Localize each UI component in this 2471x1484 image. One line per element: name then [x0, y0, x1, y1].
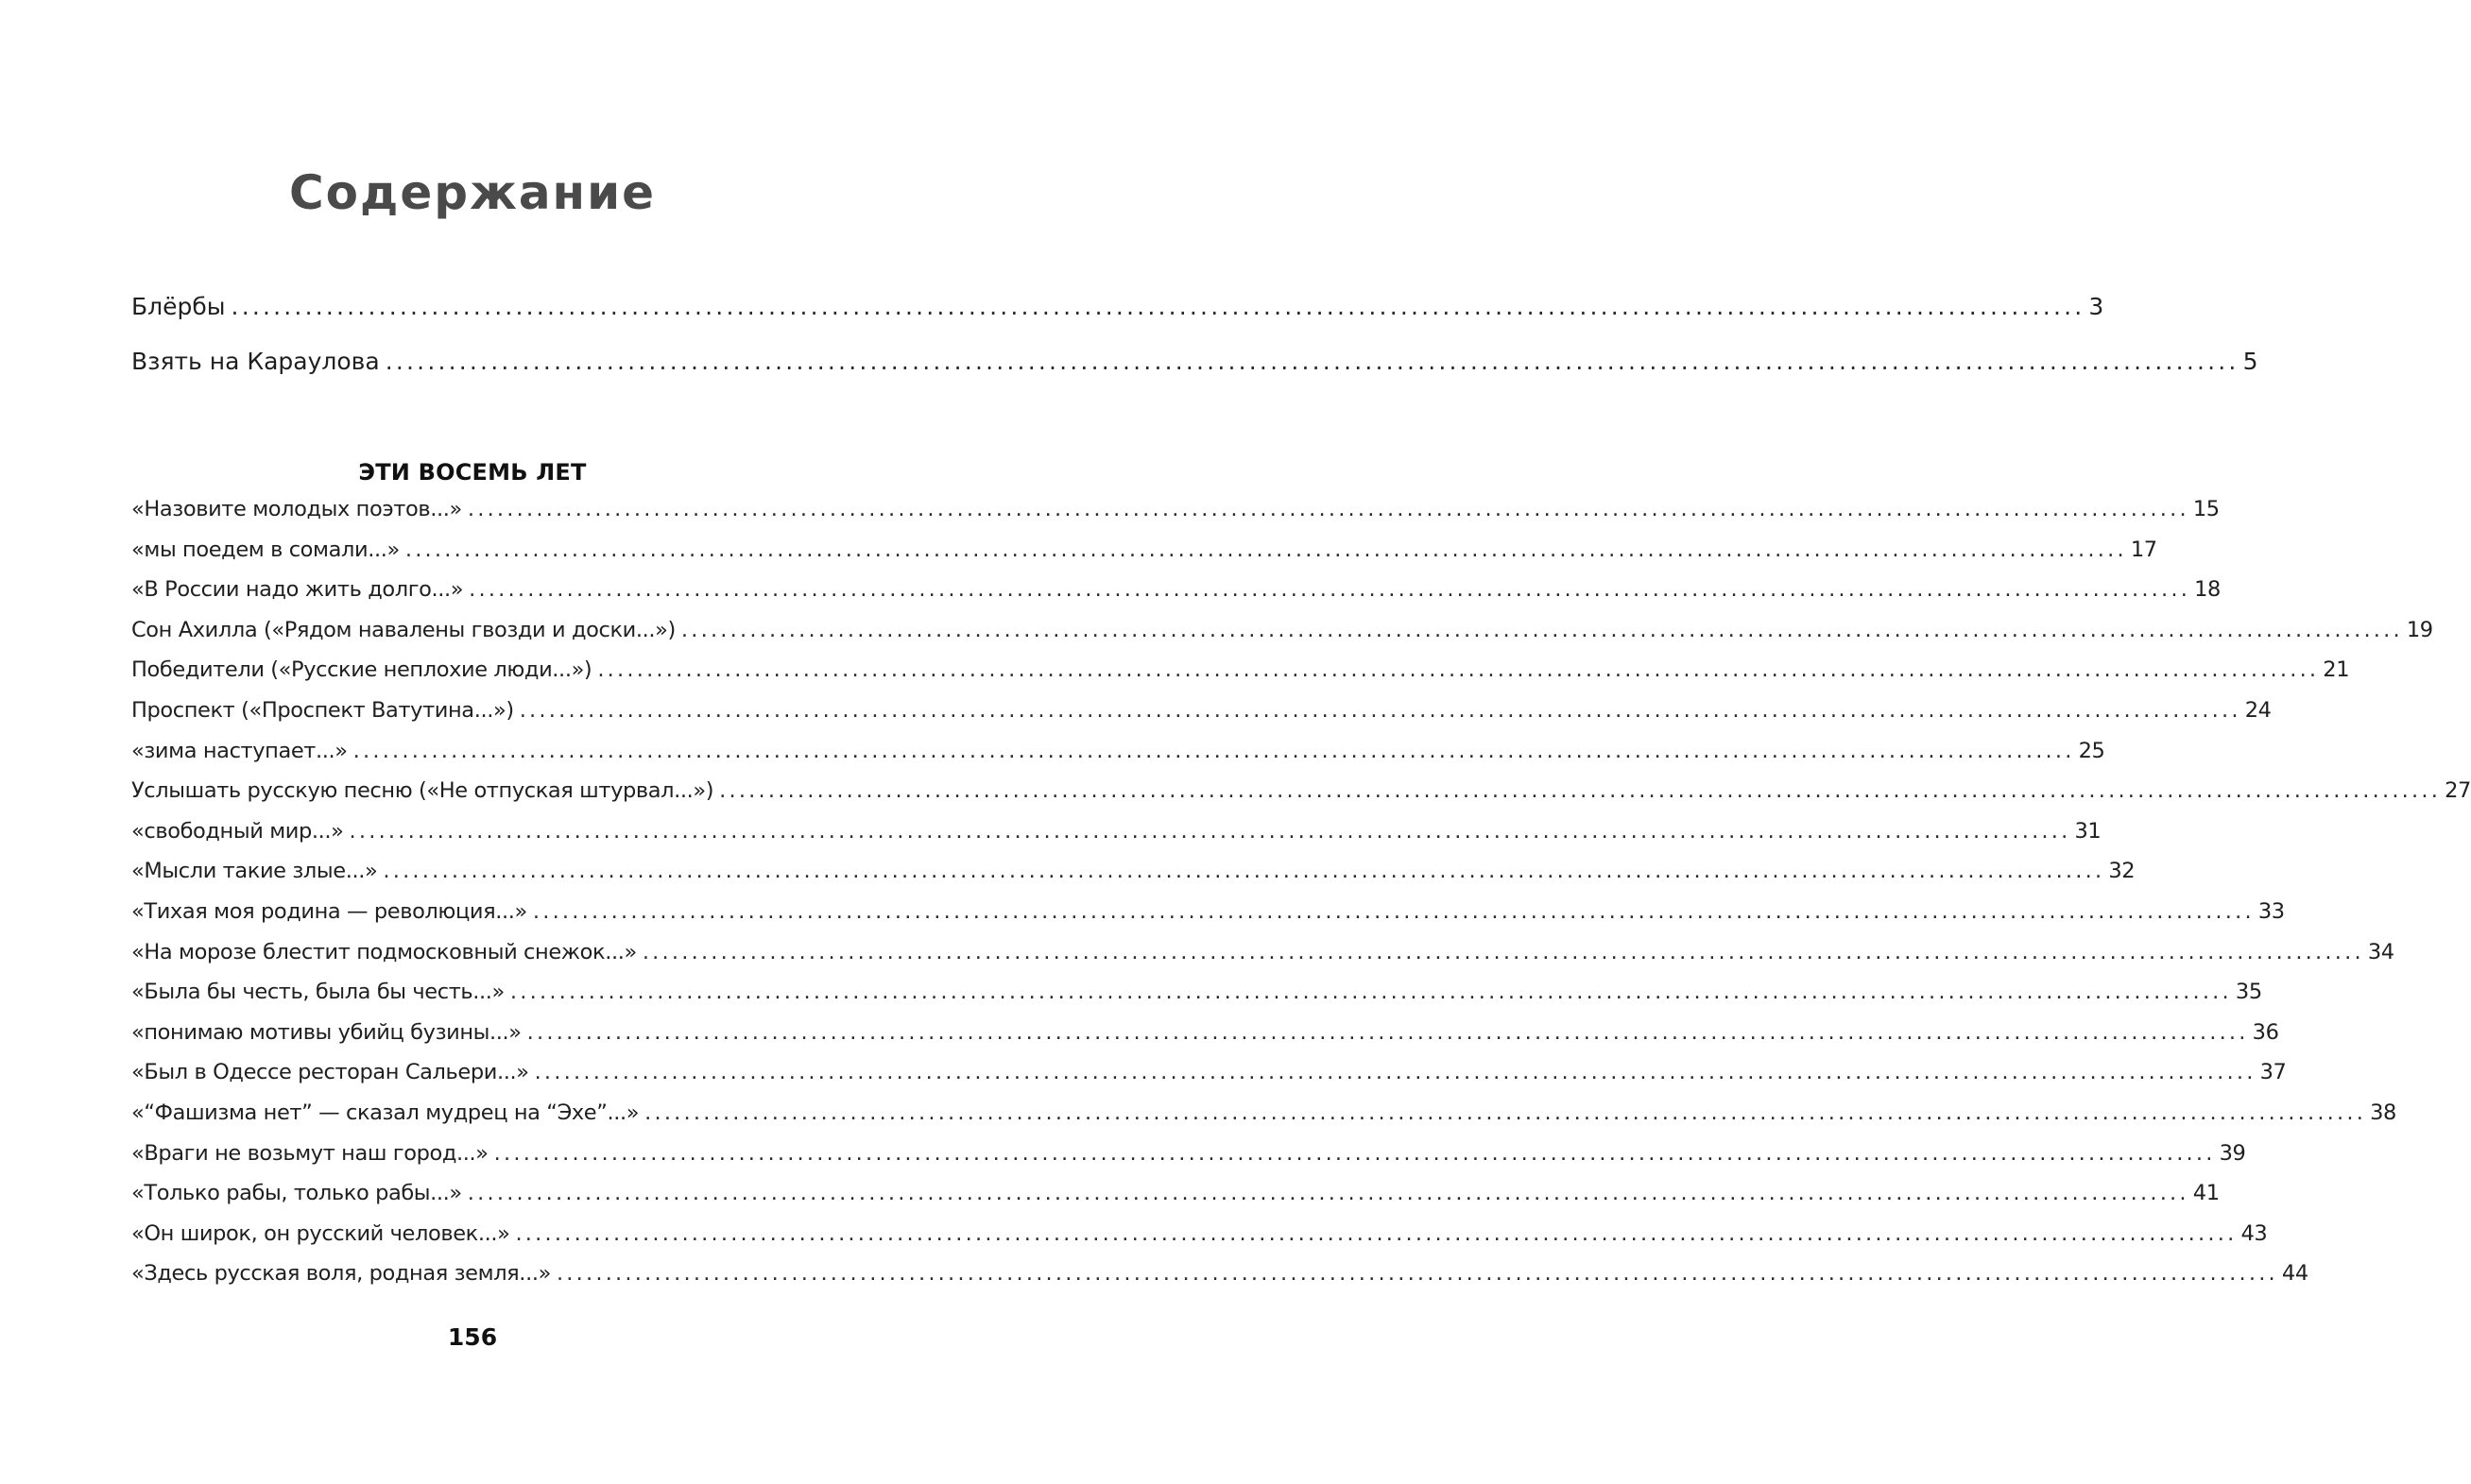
toc-entry-page: 21	[2323, 657, 2350, 683]
dot-leader	[520, 691, 2241, 730]
dot-leader	[494, 1134, 2216, 1173]
toc-section-list	[131, 489, 2471, 1294]
dot-leader	[386, 338, 2239, 385]
toc-top-list	[131, 283, 2258, 393]
dot-leader	[353, 731, 2075, 771]
toc-entry	[131, 731, 2105, 772]
toc-entry-title: Победители («Русские неплохие люди...»)	[131, 657, 592, 683]
toc-entry-title: «На морозе блестит подмосковный снежок...»	[131, 939, 637, 964]
toc-entry-title: «Назовите молодых поэтов...»	[131, 497, 462, 521]
toc-entry-title: Услышать русскую песню («Не отпуская штурвал...»)	[131, 778, 714, 804]
toc-entry-page: 34	[2367, 939, 2394, 964]
toc-entry	[131, 570, 2221, 610]
toc-entry	[131, 1093, 2396, 1134]
dot-leader	[515, 1214, 2237, 1254]
dot-leader	[719, 771, 2441, 810]
toc-entry-title: «“Фашизма нет” — сказал мудрец на “Эхе”...»	[131, 1100, 640, 1125]
toc-entry-page: 39	[2219, 1140, 2246, 1166]
toc-entry-title: «зима наступает...»	[131, 738, 348, 763]
dot-leader	[383, 851, 2104, 891]
dot-leader	[527, 1013, 2249, 1052]
toc-entry-title: Сон Ахилла («Рядом навалены гвозди и доски...»)	[131, 617, 676, 642]
toc-entry	[131, 1013, 2279, 1053]
toc-entry	[131, 892, 2285, 932]
toc-entry-page: 18	[2194, 577, 2221, 603]
toc-entry-page: 41	[2192, 1181, 2220, 1206]
toc-entry-page: 44	[2281, 1261, 2308, 1287]
toc-entry	[131, 771, 2471, 811]
toc-entry-page: 32	[2108, 859, 2136, 884]
toc-entry	[131, 691, 2272, 731]
dot-leader	[350, 811, 2071, 851]
toc-entry-title: «Тихая моя родина — революция...»	[131, 898, 527, 924]
toc-entry-page: 3	[2088, 293, 2104, 320]
toc-entry	[131, 1254, 2308, 1294]
page-title: Содержание	[288, 164, 657, 220]
toc-entry	[131, 1173, 2220, 1214]
toc-entry-title: «Он широк, он русский человек...»	[131, 1220, 510, 1246]
dot-leader	[644, 1093, 2366, 1133]
toc-entry	[131, 489, 2220, 530]
toc-entry-page: 27	[2445, 778, 2471, 804]
toc-entry	[131, 1052, 2287, 1093]
toc-entry	[131, 1214, 2268, 1254]
toc-entry-title: «мы поедем в сомали...»	[131, 537, 400, 562]
toc-entry-page: 19	[2406, 617, 2433, 642]
toc-entry-page: 5	[2242, 348, 2258, 375]
dot-leader	[510, 972, 2232, 1012]
toc-entry-title: «Был в Одессе ресторан Сальери...»	[131, 1060, 529, 1085]
dot-leader	[597, 650, 2319, 690]
toc-entry-title: «Враги не возьмут наш город...»	[131, 1140, 489, 1166]
toc-entry-page: 35	[2235, 980, 2262, 1005]
dot-leader	[681, 610, 2403, 650]
toc-entry-title: «свободный мир...»	[131, 818, 344, 844]
toc-entry	[131, 283, 2104, 338]
toc-entry-title: «Мысли такие злые...»	[131, 859, 378, 884]
toc-entry-title: Взять на Караулова	[131, 348, 380, 375]
toc-entry-title: «понимаю мотивы убийц бузины...»	[131, 1019, 522, 1045]
dot-leader	[557, 1254, 2278, 1293]
dot-leader	[535, 1052, 2257, 1092]
section-heading: ЭТИ ВОСЕМЬ ЛЕТ	[358, 458, 587, 486]
toc-entry-page: 25	[2078, 738, 2105, 763]
toc-entry	[131, 650, 2350, 691]
dot-leader	[643, 932, 2364, 972]
toc-entry-page: 33	[2257, 898, 2285, 924]
toc-entry	[131, 610, 2433, 651]
toc-entry-page: 43	[2240, 1220, 2268, 1246]
toc-entry-page: 37	[2259, 1060, 2287, 1085]
toc-entry-title: «Только рабы, только рабы...»	[131, 1181, 462, 1206]
toc-entry-page: 38	[2370, 1100, 2396, 1125]
toc-entry-page: 17	[2130, 537, 2157, 562]
dot-leader	[468, 1173, 2189, 1213]
toc-entry-title: «Была бы честь, была бы честь...»	[131, 980, 505, 1005]
toc-entry-page: 36	[2252, 1019, 2279, 1045]
toc-entry	[131, 932, 2394, 973]
toc-entry	[131, 811, 2102, 852]
dot-leader	[405, 530, 2127, 570]
toc-entry-title: Блёрбы	[131, 293, 226, 320]
toc-entry-title: «Здесь русская воля, родная земля...»	[131, 1261, 551, 1287]
toc-entry	[131, 1134, 2246, 1174]
toc-entry-page: 31	[2074, 818, 2102, 844]
dot-leader	[533, 892, 2255, 931]
toc-entry-page: 24	[2244, 697, 2272, 723]
toc-entry-title: Проспект («Проспект Ватутина...»)	[131, 697, 514, 723]
toc-entry	[131, 972, 2262, 1013]
dot-leader	[469, 570, 2190, 609]
toc-entry	[131, 851, 2136, 892]
page-number: 156	[447, 1323, 498, 1351]
toc-entry-page: 15	[2192, 497, 2220, 521]
dot-leader	[468, 489, 2189, 529]
toc-entry	[131, 530, 2157, 571]
toc-entry-title: «В России надо жить долго...»	[131, 577, 464, 603]
toc-entry	[131, 338, 2258, 393]
dot-leader	[232, 283, 2085, 331]
